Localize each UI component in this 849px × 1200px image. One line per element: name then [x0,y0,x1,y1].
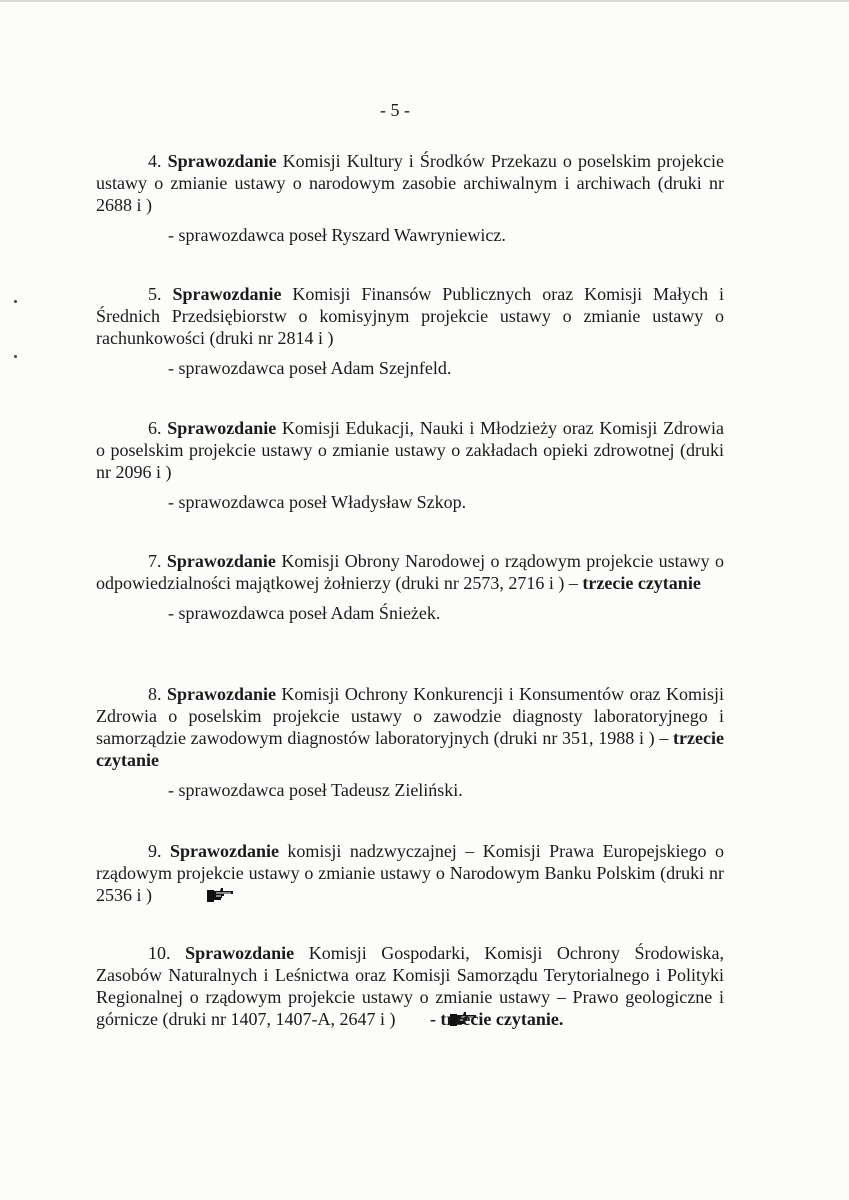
agenda-item-5 [96,283,724,379]
item-bold-lead: Sprawozdanie [166,684,276,704]
item-body: Komisji Obrony Narodowej o rządowym projekcie ustawy o odpowiedzialności majątkowej żołnierzy (druki nr 2573, 2716 i ) – [96,551,725,593]
item-number: 9. [148,841,162,861]
item-bold-lead: Sprawozdanie [172,284,282,304]
item-number: 10. [148,943,171,963]
scan-speck [14,355,17,358]
agenda-item-text [96,683,724,771]
scan-speck [14,300,17,303]
item-bold-lead: Sprawozdanie [169,841,279,861]
reporter-line: - sprawozdawca poseł Tadeusz Zieliński. [168,780,463,800]
item-body: Komisji Finansów Publicznych oraz Komisji Małych i Średnich Przedsiębiorstw o komisyjnym projekcie ustawy o zmianie ustawy o rachunkowości (druki nr 2814 i ) [96,284,725,348]
agenda-item-text [96,550,724,594]
agenda-item-text [96,840,724,906]
scan-edge-line [0,0,849,2]
reporter-line: - sprawozdawca poseł Władysław Szkop. [168,492,467,512]
item-body: Komisji Ochrony Konkurencji i Konsumentów oraz Komisji Zdrowia o poselskim projekcie ustawy o zawodzie diagnosty laboratoryjnego i samorządzie zawodowym diagnostów laboratoryjnych (druki nr 351, 1988 i ) – [96,684,724,748]
item-number: 4. [148,151,162,171]
pointing-hand-icon [397,1010,425,1026]
agenda-item-7 [96,550,724,624]
reporter-line: - sprawozdawca poseł Ryszard Wawryniewicz. [168,225,506,245]
reporter-line: - sprawozdawca poseł Adam Śnieżek. [168,603,441,623]
item-bold-lead: Sprawozdanie [167,418,277,438]
item-body: Komisji Edukacji, Nauki i Młodzieży oraz Komisji Zdrowia o poselskim projekcie ustawy o zmianie ustawy o zakładach opieki zdrowotnej (druki nr 2096 i ) [96,418,724,482]
agenda-item-10 [96,942,724,1030]
item-body: komisji nadzwyczajnej – Komisji Prawa Europejskiego o rządowym projekcie ustawy o zmianie ustawy o Narodowym Banku Polskim (druki nr 2536 i ) [96,841,724,905]
item-bold-lead: Sprawozdanie [166,551,276,571]
item-number: 7. [148,551,162,571]
item-number: 6. [148,418,162,438]
agenda-item-4 [96,150,724,246]
third-reading-label: trzecie czytanie [96,728,724,770]
agenda-item-text [96,417,724,483]
page-number: - 5 - [380,100,410,120]
agenda-item-8 [96,683,724,801]
item-bold-lead: Sprawozdanie [167,151,277,171]
agenda-item-text [96,150,724,216]
agenda-item-9 [96,840,724,906]
item-number: 8. [148,684,162,704]
item-bold-lead: Sprawozdanie [185,943,295,963]
agenda-item-text [96,942,724,1030]
agenda-item-6 [96,417,724,513]
item-body: Komisji Gospodarki, Komisji Ochrony Środowiska, Zasobów Naturalnych i Leśnictwa oraz Komisji Samorządu Terytorialnego i Polityki Regionalnej o rządowym projekcie ustawy o zmianie ustawy – Prawo geologiczne i górnicze (druki nr 1407, 1407-A, 2647 i ) [96,943,724,1029]
agenda-item-text [96,283,724,349]
third-reading-label: - trzecie czytanie. [425,1009,564,1029]
pointing-hand-icon [154,886,182,902]
item-number: 5. [148,284,162,304]
third-reading-label: trzecie czytanie [582,573,701,593]
item-body: Komisji Kultury i Środków Przekazu o poselskim projekcie ustawy o zmianie ustawy o narodowym zasobie archiwalnym i archiwach (druki nr 2688 i ) [96,151,724,215]
reporter-line: - sprawozdawca poseł Adam Szejnfeld. [168,358,452,378]
